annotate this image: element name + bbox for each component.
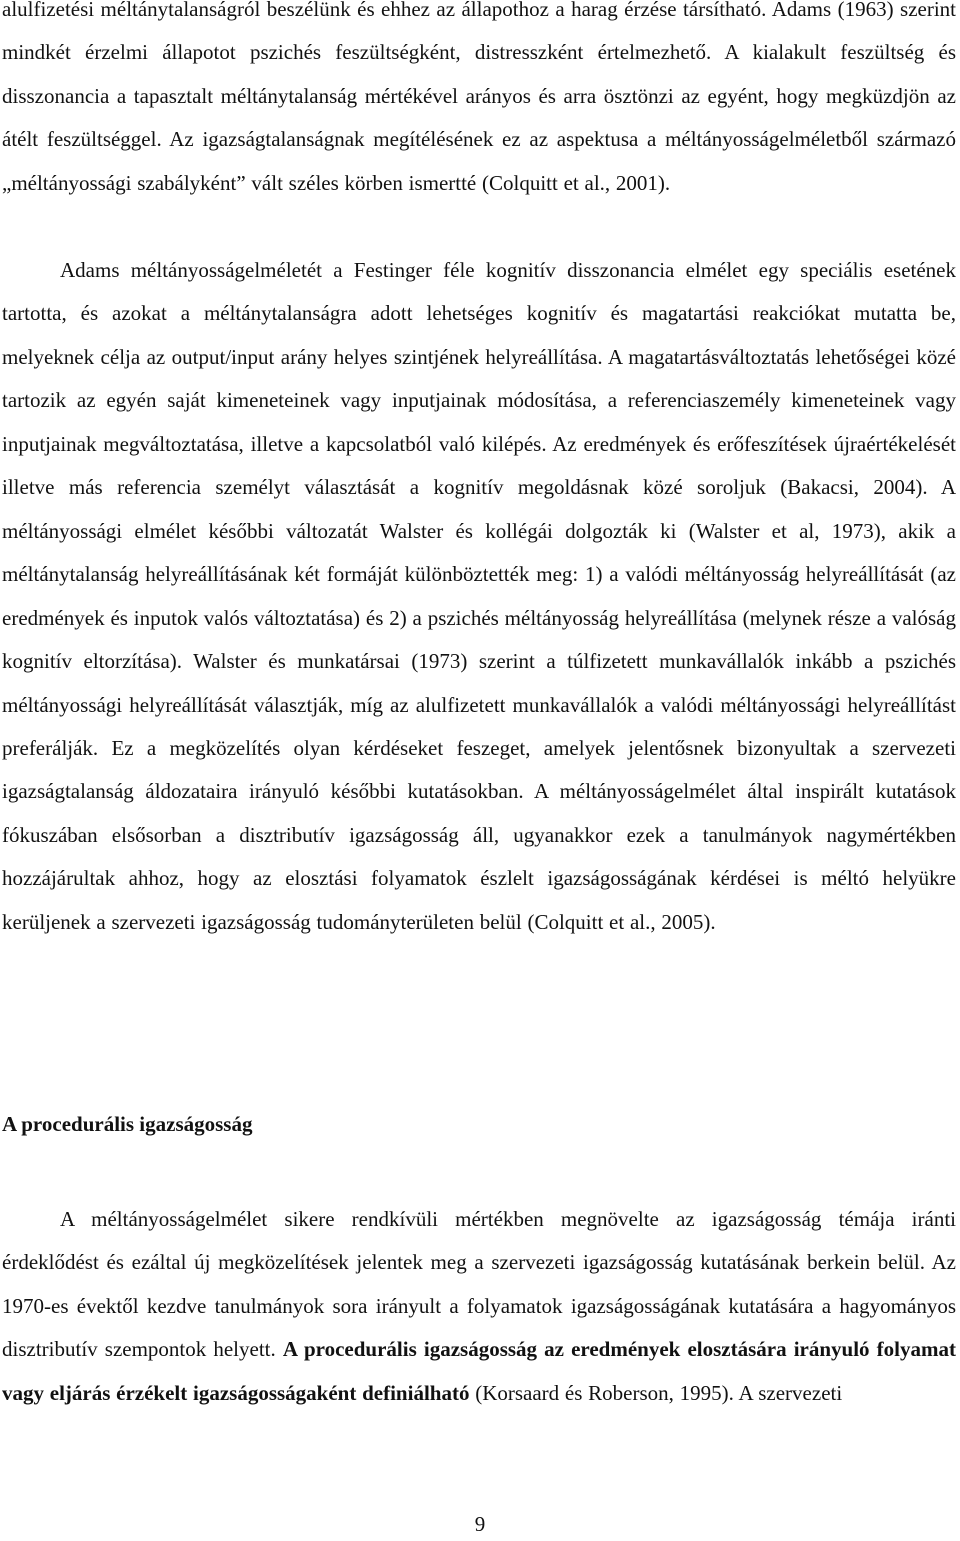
body-paragraph bbox=[2, 1198, 956, 1415]
body-paragraph: alulfizetési méltánytalanságról beszélünk és ehhez az állapothoz a harag érzése társítható. Adams (1963) szerint mindkét érzelmi állapotot pszichés feszültségként, distresszként értelmezhető. A kialakult feszültség és disszonancia a tapasztalt méltánytalanság mértékével arányos és arra ösztönzi az egyént, hogy megküzdjön az átélt feszültséggel. Az igazságtalanságnak megítélésének ez az aspektusa a méltányosságelméletből származó „méltányossági szabályként” vált széles körben ismertté (Colquitt et al., 2001). bbox=[2, 0, 956, 195]
page-number: 9 bbox=[474, 1512, 486, 1536]
bold-definition-text: A procedurális igazságosság az eredmények elosztására irányuló folyamat vagy eljárás érzékelt igazságosságaként definiálható bbox=[2, 1337, 956, 1405]
body-paragraph: Adams méltányosságelméletét a Festinger féle kognitív disszonancia elmélet egy speciális esetének tartotta, és azokat a méltánytalanságra adott lehetséges kognitív és magatartási reakciókat mutatta be, melyeknek célja az output/input arány helyes szintjének helyreállítása. A magatartásváltoztatás lehetőségei közé tartozik az egyén saját kimeneteinek vagy inputjainak módosítása, a referenciaszemély kimeneteinek vagy inputjainak megváltoztatása, illetve a kapcsolatból való kilépés. Az eredmények és erőfeszítések újraértékelését illetve más referencia személyt választását a kognitív megoldásnak közé soroljuk (Bakacsi, 2004). A méltányossági elmélet későbbi változatát Walster és kollégái dolgozták ki (Walster et al, 1973), akik a méltánytalanság helyreállításának két formáját különböztették meg: 1) a valódi méltányosság helyreállítását (az eredmények és inputok valós változtatása) és 2) a pszichés méltányosság helyreállítása (melynek része a valóság kognitív eltorzítása). Walster és munkatársai (1973) szerint a túlfizetett munkavállalók inkább a pszichés méltányossági helyreállítását választják, míg az alulfizetett munkavállalók a valódi méltányossági helyreállítást preferálják. Ez a megközelítés olyan kérdéseket feszeget, amelyek jelentősnek bizonyultak a szervezeti igazságtalanság áldozataira irányuló későbbi kutatásokban. A méltányosságelmélet által inspirált kutatások fókuszában elsősorban a disztributív igazságosság áll, ugyanakkor ezek a tanulmányok nagymértékben hozzájárultak ahhoz, hogy az elosztási folyamatok észlelt igazságosságának kérdései is méltó helyükre kerüljenek a szervezeti igazságosság tudományterületen belül (Colquitt et al., 2005). bbox=[2, 258, 956, 934]
section-heading: A procedurális igazságosság bbox=[2, 1112, 253, 1136]
paragraph-text: (Korsaard és Roberson, 1995). A szervezeti bbox=[469, 1380, 843, 1405]
paragraph-text: A méltányosságelmélet sikere rendkívüli mértékben megnövelte az igazságosság témája iránti érdeklődést és ezáltal új megközelítések jelentek meg a szervezeti igazságosság kutatásának berkein belül. Az 1970-es évektől kezdve tanulmányok sora irányult a folyamatok igazságosságának kutatására a hagyományos disztributív szempontok helyett. bbox=[2, 1207, 956, 1362]
